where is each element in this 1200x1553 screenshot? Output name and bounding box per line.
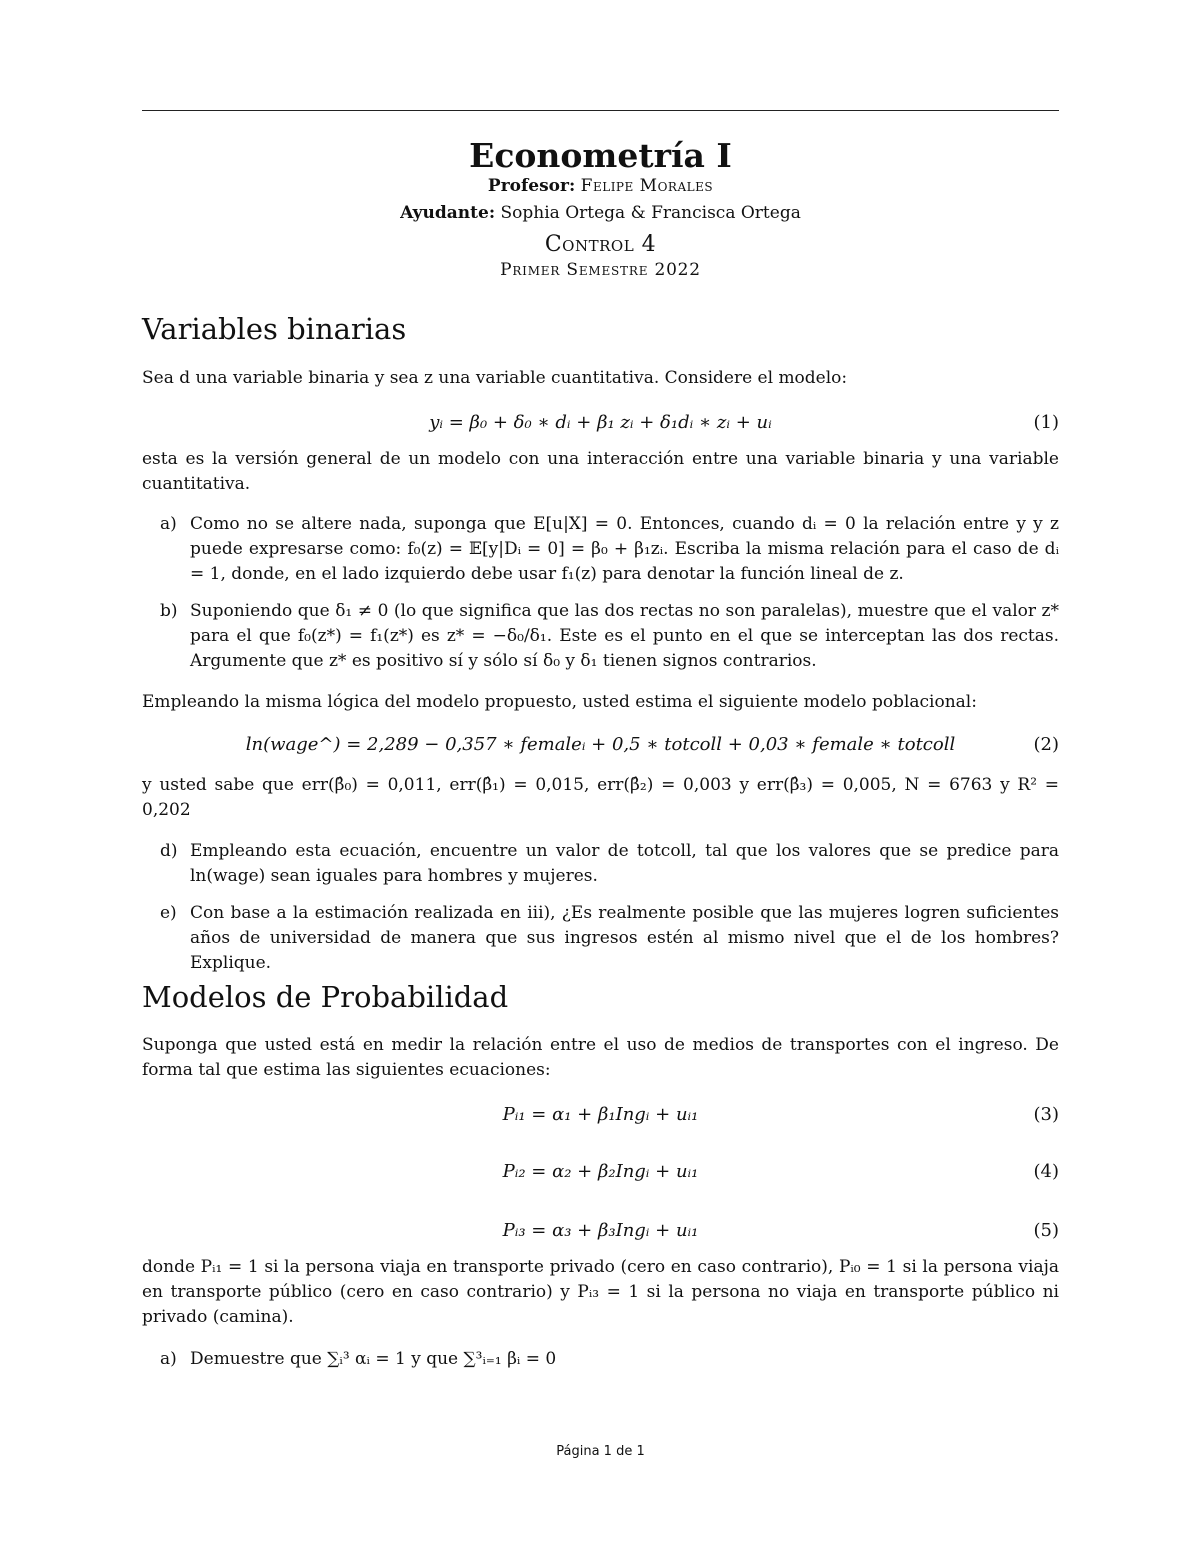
equation-5-expr: Pᵢ₃ = α₃ + β₃Ingᵢ + uᵢ₁	[502, 1220, 699, 1241]
question-1d-label: d)	[160, 841, 178, 861]
section2-intro: Suponga que usted está en medir la relación entre el uso de medios de transportes con el ingreso. De forma tal que estima las siguientes ecuaciones:	[142, 1035, 1059, 1080]
equation-4	[142, 1161, 1059, 1189]
equation-3-number: (3)	[1033, 1104, 1059, 1125]
question-1a-text: Como no se altere nada, suponga que E[u|X] = 0. Entonces, cuando dᵢ = 0 la relación entre y y z puede expresarse como: f₀(z) = 𝔼[y|Dᵢ = 0] = β₀ + β₁zᵢ. Escriba la misma relación para el caso de dᵢ = 1, donde, en el lado izquierdo debe usar f₁(z) para denotar la función lineal de z.	[190, 514, 1059, 584]
section1-model-intro: Empleando la misma lógica del modelo propuesto, usted estima el siguiente modelo poblacional:	[142, 692, 977, 712]
equation-5-number: (5)	[1033, 1220, 1059, 1241]
equation-5	[142, 1220, 1059, 1248]
question-1e-label: e)	[160, 903, 177, 923]
question-2a-text: Demuestre que ∑ᵢ³ αᵢ = 1 y que ∑³ᵢ₌₁ βᵢ = 0	[190, 1349, 557, 1369]
top-rule	[142, 110, 1059, 111]
equation-4-number: (4)	[1033, 1161, 1059, 1182]
section1-intro: Sea d una variable binaria y sea z una variable cuantitativa. Considere el modelo:	[142, 368, 848, 388]
question-1b-text: Suponiendo que δ₁ ≠ 0 (lo que significa que las dos rectas no son paralelas), muestre que el valor z* para el que f₀(z*) = f₁(z*) es z* = −δ₀/δ₁. Este es el punto en el que se interceptan las dos rectas. Argumente que z* es positivo sí y sólo sí δ₀ y δ₁ tienen signos contrarios.	[190, 601, 1059, 671]
question-1e-text: Con base a la estimación realizada en iii), ¿Es realmente posible que las mujeres logren suficientes años de universidad de manera que sus ingresos estén al mismo nivel que el de los hombres? Explique.	[190, 903, 1059, 973]
equation-1-expr: yᵢ = β₀ + δ₀ ∗ dᵢ + β₁ zᵢ + δ₁dᵢ ∗ zᵢ + uᵢ	[429, 412, 772, 433]
question-1d-text: Empleando esta ecuación, encuentre un valor de totcoll, tal que los valores que se predice para ln(wage) sean iguales para hombres y mujeres.	[190, 841, 1059, 886]
question-1e	[160, 901, 1059, 976]
section-title-modelos-probabilidad: Modelos de Probabilidad	[142, 980, 509, 1014]
equation-1-number: (1)	[1033, 412, 1059, 433]
profesor-label: Profesor:	[487, 176, 576, 196]
equation-4-expr: Pᵢ₂ = α₂ + β₂Ingᵢ + uᵢ₁	[502, 1161, 699, 1182]
document-title: Econometría I	[469, 136, 732, 175]
profesor-name: Felipe Morales	[580, 176, 714, 196]
control-number: Control 4	[544, 232, 657, 257]
question-1b-label: b)	[160, 601, 178, 621]
question-1b	[160, 599, 1059, 674]
question-1a	[160, 512, 1059, 587]
section1-error-values: y usted sabe que err(β̂₀) = 0,011, err(β̂₁) = 0,015, err(β̂₂) = 0,003 y err(β̂₃) = 0,005, N = 6763 y R² = 0,202	[142, 775, 1059, 820]
profesor-line	[142, 176, 1059, 196]
equation-3	[142, 1104, 1059, 1132]
ayudante-names: Sophia Ortega & Francisca Ortega	[500, 203, 801, 223]
page-footer: Página 1 de 1	[556, 1444, 645, 1459]
ayudante-label: Ayudante:	[400, 203, 496, 223]
equation-2-number: (2)	[1033, 734, 1059, 755]
equation-2-expr: ln(wage^) = 2,289 − 0,357 ∗ femaleᵢ + 0,5 ∗ totcoll + 0,03 ∗ female ∗ totcoll	[245, 734, 956, 755]
question-2a	[160, 1347, 1059, 1372]
equation-1	[142, 412, 1059, 440]
question-1d	[160, 839, 1059, 889]
equation-3-expr: Pᵢ₁ = α₁ + β₁Ingᵢ + uᵢ₁	[502, 1104, 699, 1125]
question-2a-label: a)	[160, 1349, 177, 1369]
section1-after-eq1: esta es la versión general de un modelo con una interacción entre una variable binaria y una variable cuantitativa.	[142, 449, 1059, 494]
section2-definitions: donde Pᵢ₁ = 1 si la persona viaja en transporte privado (cero en caso contrario), Pᵢ₀ = 1 si la persona viaja en transporte público (cero en caso contrario) y Pᵢ₃ = 1 si la persona no viaja en transporte público ni privado (camina).	[142, 1257, 1059, 1327]
question-1a-label: a)	[160, 514, 177, 534]
section-title-variables-binarias: Variables binarias	[142, 312, 407, 346]
ayudante-line	[142, 203, 1059, 223]
equation-2	[142, 734, 1059, 762]
semester: Primer Semestre 2022	[500, 260, 701, 280]
